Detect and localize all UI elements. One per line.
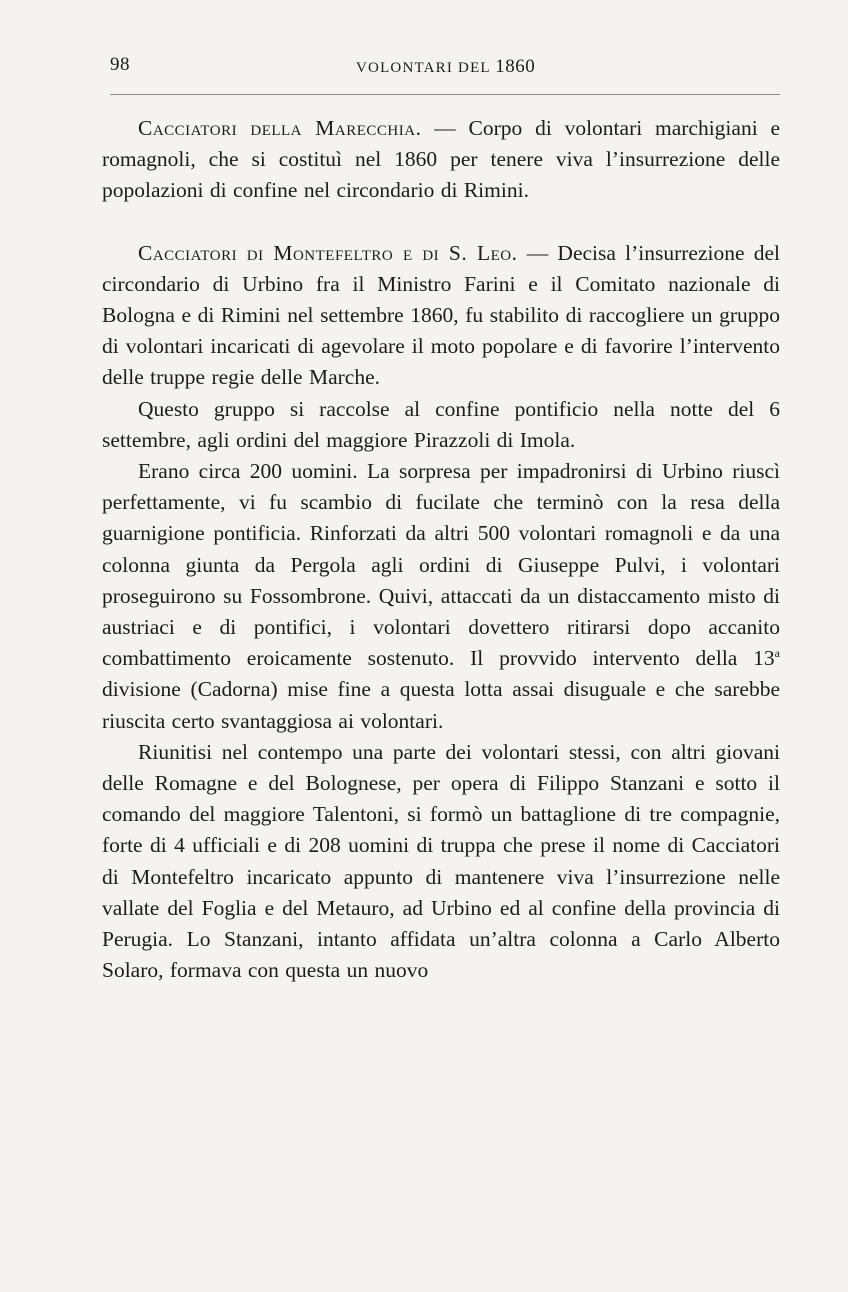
paragraph-3: Riunitisi nel contempo una parte dei volontari stessi, con altri giovani delle Romagne e del Bolognese, per opera di Filippo Stanzani e sotto il comando del maggiore Talentoni, si formò un battaglione di tre compagnie, forte di 4 ufficiali e di 208 uomini di truppa che prese il nome di Cacciatori di Montefeltro incaricato appunto di mantenere viva l’insurrezione nelle vallate del Foglia e del Metauro, ad Urbino ed al confine della provincia di Perugia. Lo Stanzani, intanto affidata un’altra colonna a Carlo Alberto Solaro, formava con questa un nuovo (102, 739, 780, 983)
entry-body: — Decisa l’insurrezione del circondario di Urbino fra il Ministro Farini e il Comitato nazionale di Bologna e di Rimini nel settembre 1860, fu stabilito di raccogliere un gruppo di volontari incaricati di agevolare il moto popolare e di favorire l’intervento delle truppe regie delle Marche. (102, 240, 781, 390)
header-rule (110, 94, 780, 95)
superscript-a: a (774, 646, 780, 661)
paragraph-2 (102, 456, 780, 737)
running-title-year: 1860 (495, 56, 536, 77)
body-text (102, 113, 780, 986)
running-title (356, 56, 535, 78)
entry-heading: Cacciatori della Marecchia. (138, 116, 422, 140)
running-title-text: VOLONTARI DEL (356, 60, 491, 76)
paragraph-1: Questo gruppo si raccolse al confine pontificio nella notte del 6 settembre, agli ordini del maggiore Pirazzoli di Imola. (102, 396, 780, 452)
entry-cacciatori-marecchia (102, 113, 780, 207)
page-header (110, 54, 780, 84)
paragraph-2-text-a: Erano circa 200 uomini. La sorpresa per impadronirsi di Urbino riuscì perfettamente, vi fu scambio di fucilate che terminò con la resa della guarnigione pontificia. Rinforzati da altri 500 volontari romagnoli e da una colonna giunta da Pergola agli ordini di Giuseppe Pulvi, i volontari proseguirono su Fossombrone. Quivi, attaccati da un distaccamento misto di austriaci e di pontifici, i volontari dovettero ritirarsi dopo accanito combattimento eroicamente sostenuto. Il provvido intervento della 13 (102, 459, 780, 671)
page-number: 98 (110, 54, 130, 75)
entry-heading: Cacciatori di Montefeltro e di S. Leo. (138, 240, 518, 265)
entry-body: — Corpo di volontari marchigiani e romagnoli, che si costituì nel 1860 per tenere viva l’insurrezione delle popolazioni di confine nel circondario di Rimini. (102, 116, 780, 203)
entry-cacciatori-montefeltro (102, 238, 780, 394)
paragraph-2-text-b: divisione (Cadorna) mise fine a questa lotta assai disuguale e che sarebbe riuscita certo svantaggiosa ai volontari. (102, 677, 780, 733)
